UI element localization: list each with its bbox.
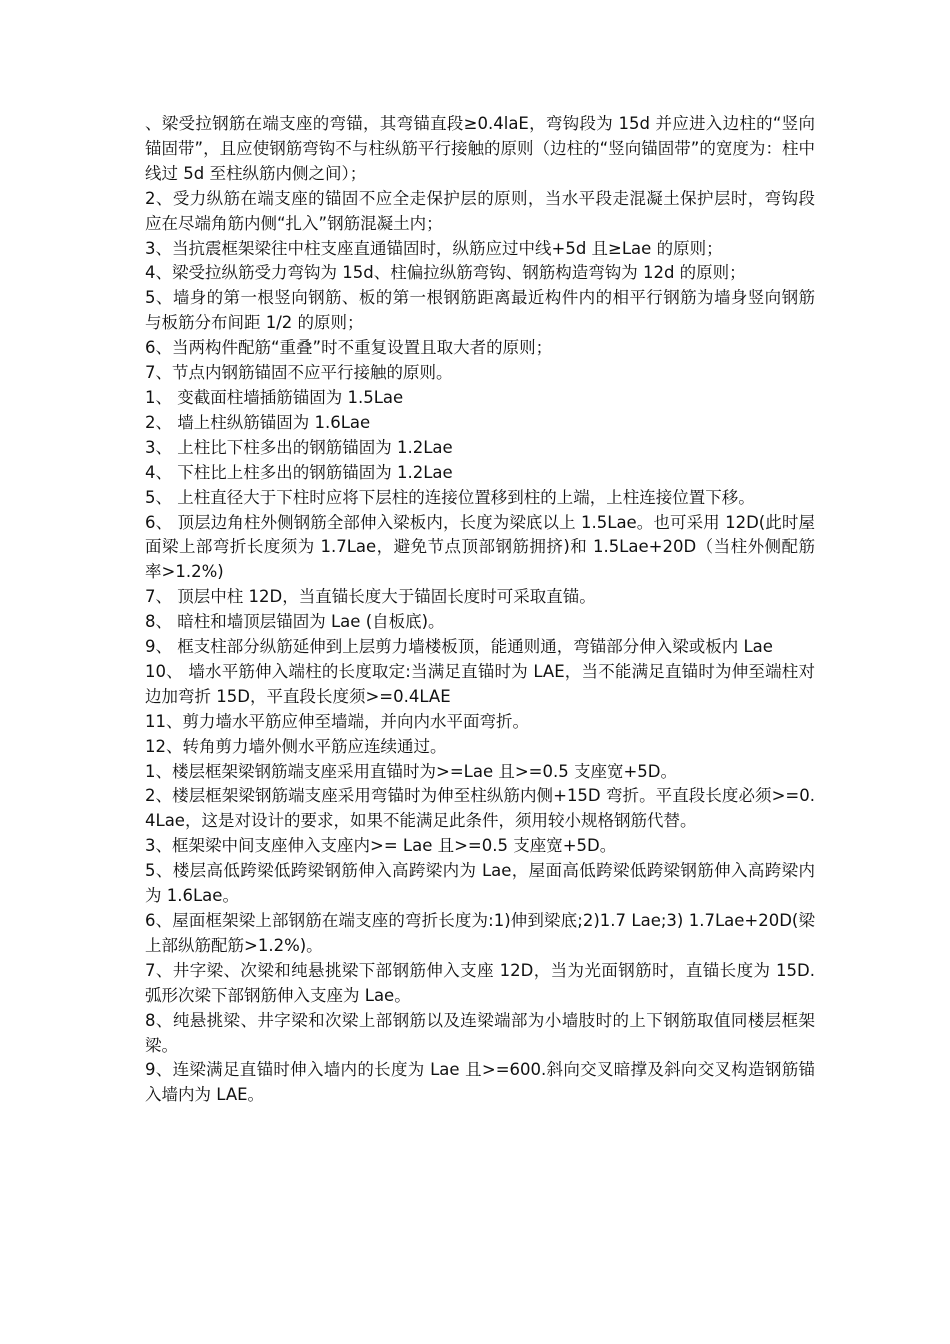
paragraph-overlap-principle: 6、当两构件配筋“重叠”时不重复设置且取大者的原则；	[145, 338, 553, 358]
paragraph-column-8: 8、 暗柱和墙顶层锚固为 Lae (自板底)。	[145, 612, 445, 632]
paragraph-first-bar-spacing: 5、墙身的第一根竖向钢筋、板的第一根钢筋距离最近构件内的相平行钢筋为墙身竖向钢筋与板筋分布间距 1/2 的原则；	[145, 288, 815, 333]
paragraph-column-9: 9、 框支柱部分纵筋延伸到上层剪力墙楼板顶，能通则通，弯锚部分伸入梁或板内 Lae	[145, 637, 773, 657]
paragraph-column-3: 3、 上柱比下柱多出的钢筋锚固为 1.2Lae	[145, 437, 453, 457]
paragraph-beam-7: 7、井字梁、次梁和纯悬挑梁下部钢筋伸入支座 12D，当为光面钢筋时，直锚长度为 15D.弧形次梁下部钢筋伸入支座为 Lae。	[145, 960, 815, 1005]
paragraph-middle-column-anchor: 3、当抗震框架梁往中柱支座直通锚固时，纵筋应过中线+5d 且≥Lae 的原则；	[145, 238, 723, 258]
paragraph-wall-12: 12、转角剪力墙外侧水平筋应连续通过。	[145, 736, 447, 756]
document-page	[145, 112, 815, 1108]
paragraph-beam-8: 8、纯悬挑梁、井字梁和次梁上部钢筋以及连梁端部为小墙肢时的上下钢筋取值同楼层框架梁。	[145, 1010, 815, 1055]
paragraph-column-2: 2、 墙上柱纵筋锚固为 1.6Lae	[145, 412, 371, 432]
paragraph-column-7: 7、 顶层中柱 12D，当直锚长度大于锚固长度时可采取直锚。	[145, 587, 596, 607]
paragraph-column-4: 4、 下柱比上柱多出的钢筋锚固为 1.2Lae	[145, 462, 453, 482]
paragraph-column-1: 1、 变截面柱墙插筋锚固为 1.5Lae	[145, 387, 404, 407]
paragraph-wall-11: 11、剪力墙水平筋应伸至墙端，并向内水平面弯折。	[145, 711, 529, 731]
paragraph-wall-10: 10、 墙水平筋伸入端柱的长度取定:当满足直锚时为 LAE，当不能满足直锚时为伸至端柱对边加弯折 15D，平直段长度须>=0.4LAE	[145, 661, 815, 706]
paragraph-node-anchor-principle: 7、节点内钢筋锚固不应平行接触的原则。	[145, 363, 453, 383]
paragraph-beam-5: 5、楼层高低跨梁低跨梁钢筋伸入高跨梁内为 Lae，屋面高低跨梁低跨梁钢筋伸入高跨梁内为 1.6Lae。	[145, 861, 815, 906]
paragraph-beam-3: 3、框架梁中间支座伸入支座内>= Lae 且>=0.5 支座宽+5D。	[145, 836, 617, 856]
paragraph-beam-anchor-principle: 、梁受拉钢筋在端支座的弯锚，其弯锚直段≥0.4laE，弯钩段为 15d 并应进入边柱的“竖向锚固带”，且应使钢筋弯钩不与柱纵筋平行接触的原则（边柱的“竖向锚固带”的宽度为：柱中线过 5d 至柱纵筋内侧之间）；	[145, 114, 815, 183]
paragraph-hook-lengths: 4、梁受拉纵筋受力弯钩为 15d、柱偏拉纵筋弯钩、钢筋构造弯钩为 12d 的原则；	[145, 263, 746, 283]
paragraph-beam-9: 9、连梁满足直锚时伸入墙内的长度为 Lae 且>=600.斜向交叉暗撑及斜向交叉构造钢筋锚入墙内为 LAE。	[145, 1060, 815, 1105]
paragraph-beam-6: 6、屋面框架梁上部钢筋在端支座的弯折长度为:1)伸到梁底;2)1.7 Lae;3) 1.7Lae+20D(梁上部纵筋配筋>1.2%)。	[145, 911, 815, 955]
paragraph-column-5: 5、 上柱直径大于下柱时应将下层柱的连接位置移到柱的上端，上柱连接位置下移。	[145, 487, 755, 507]
paragraph-beam-2: 2、楼层框架梁钢筋端支座采用弯锚时为伸至柱纵筋内侧+15D 弯折。平直段长度必须>=0.4Lae，这是对设计的要求，如果不能满足此条件，须用较小规格钢筋代替。	[145, 786, 815, 831]
paragraph-protective-layer-principle: 2、受力纵筋在端支座的锚固不应全走保护层的原则，当水平段走混凝土保护层时，弯钩段应在尽端角筋内侧“扎入”钢筋混凝土内；	[145, 188, 815, 233]
paragraph-beam-1: 1、楼层框架梁钢筋端支座采用直锚时为>=Lae 且>=0.5 支座宽+5D。	[145, 761, 678, 781]
paragraph-column-6: 6、 顶层边角柱外侧钢筋全部伸入梁板内，长度为梁底以上 1.5Lae。也可采用 12D(此时屋面梁上部弯折长度须为 1.7Lae，避免节点顶部钢筋拥挤)和 1.5Lae+20D（当柱外侧配筋率>1.2%)	[145, 512, 815, 582]
